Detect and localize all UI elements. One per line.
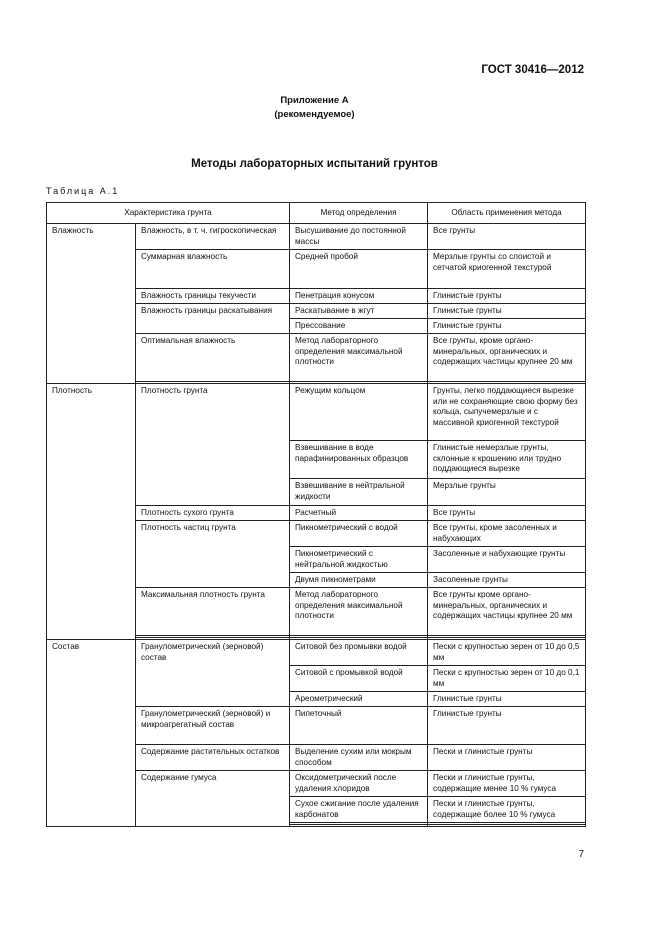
scope-cell: Все грунты, кроме засоленных и набухающих xyxy=(428,521,586,547)
scope-cell: Все грунты кроме органо-минеральных, органических и содержащих частицы крупнее 20 мм xyxy=(428,588,586,636)
table-row xyxy=(47,224,586,250)
method-cell: Взвешивание в воде парафинированных образцов xyxy=(290,441,428,479)
group-cell: Состав xyxy=(47,640,136,827)
header-characteristic: Характеристика грунта xyxy=(47,203,290,224)
scope-cell: Глинистые грунты xyxy=(428,707,586,745)
characteristic-cell: Максимальная плотность грунта xyxy=(136,588,290,636)
method-cell: Метод лабораторного определения максимальной плотности xyxy=(290,334,428,382)
scope-cell: Пески и глинистые грунты, содержащие более 10 % гумуса xyxy=(428,797,586,823)
scope-cell: Грунты, легко поддающиеся вырезке или не сохраняющие свою форму без кольца, сыпучемерзлые и с массивной криогенной текстурой xyxy=(428,384,586,441)
characteristic-cell: Гранулометрический (зерновой) состав xyxy=(136,640,290,707)
method-cell: Средней пробой xyxy=(290,250,428,289)
method-cell: Сухое сжигание после удаления карбонатов xyxy=(290,797,428,823)
scope-cell: Глинистые грунты xyxy=(428,319,586,334)
appendix-note: (рекомендуемое) xyxy=(274,109,355,120)
page-number: 7 xyxy=(578,849,584,860)
header-scope: Область применения метода xyxy=(428,203,586,224)
method-cell: Ареометрический xyxy=(290,692,428,707)
scope-cell: Глинистые грунты xyxy=(428,692,586,707)
table-row xyxy=(47,384,586,441)
method-cell: Высушивание до постоянной массы xyxy=(290,224,428,250)
method-cell: Ситовой с промывкой водой xyxy=(290,666,428,692)
method-cell: Режущим кольцом xyxy=(290,384,428,441)
scope-cell: Пески с крупностью зерен от 10 до 0,5 мм xyxy=(428,640,586,666)
characteristic-cell: Суммарная влажность xyxy=(136,250,290,289)
characteristic-cell: Плотность грунта xyxy=(136,384,290,506)
method-cell: Ситовой без промывки водой xyxy=(290,640,428,666)
scope-cell: Глинистые грунты xyxy=(428,289,586,304)
method-cell: Прессование xyxy=(290,319,428,334)
table-row xyxy=(47,640,586,666)
characteristic-cell: Влажность границы текучести xyxy=(136,289,290,304)
page-title: Методы лабораторных испытаний грунтов xyxy=(191,158,438,170)
group-cell: Влажность xyxy=(47,224,136,384)
scope-cell: Все грунты xyxy=(428,224,586,250)
characteristic-cell: Гранулометрический (зерновой) и микроагрегатный состав xyxy=(136,707,290,745)
group-cell: Плотность xyxy=(47,384,136,640)
scope-cell: Все грунты, кроме органо-минеральных, органических и содержащих частицы крупнее 20 мм xyxy=(428,334,586,382)
method-cell: Пикнометрический с водой xyxy=(290,521,428,547)
scope-cell: Засоленные и набухающие грунты xyxy=(428,547,586,573)
method-cell: Выделение сухим или мокрым способом xyxy=(290,745,428,771)
characteristic-cell: Содержание растительных остатков xyxy=(136,745,290,771)
scope-cell: Все грунты xyxy=(428,506,586,521)
table-label: Таблица А.1 xyxy=(46,186,120,196)
scope-cell: Пески с крупностью зерен от 10 до 0,1 мм xyxy=(428,666,586,692)
method-cell: Взвешивание в нейтральной жидкости xyxy=(290,479,428,506)
scope-cell: Засоленные грунты xyxy=(428,573,586,588)
characteristic-cell: Содержание гумуса xyxy=(136,771,290,827)
header-method: Метод определения xyxy=(290,203,428,224)
appendix-title: Приложение А xyxy=(280,95,349,106)
scope-cell: Мерзлые грунты со слоистой и сетчатой криогенной текстурой xyxy=(428,250,586,289)
characteristic-cell: Влажность границы раскатывания xyxy=(136,304,290,334)
methods-table xyxy=(46,202,586,827)
method-cell: Пипеточный xyxy=(290,707,428,745)
characteristic-cell: Влажность, в т. ч. гигроскопическая xyxy=(136,224,290,250)
method-cell: Двумя пикнометрами xyxy=(290,573,428,588)
characteristic-cell: Оптимальная влажность xyxy=(136,334,290,382)
method-cell: Пикнометрический с нейтральной жидкостью xyxy=(290,547,428,573)
table-header-row xyxy=(47,203,586,224)
scope-cell xyxy=(428,825,586,827)
method-cell: Пенетрация конусом xyxy=(290,289,428,304)
method-cell: Расчетный xyxy=(290,506,428,521)
scope-cell: Глинистые грунты xyxy=(428,304,586,319)
method-cell: Оксидометрический после удаления хлоридов xyxy=(290,771,428,797)
scope-cell: Пески и глинистые грунты xyxy=(428,745,586,771)
scope-cell: Глинистые немерзлые грунты, склонные к крошению или трудно поддающиеся вырезке xyxy=(428,441,586,479)
scope-cell: Пески и глинистые грунты, содержащие менее 10 % гумуса xyxy=(428,771,586,797)
characteristic-cell: Плотность сухого грунта xyxy=(136,506,290,521)
method-cell xyxy=(290,825,428,827)
scope-cell: Мерзлые грунты xyxy=(428,479,586,506)
standard-number: ГОСТ 30416—2012 xyxy=(481,64,584,76)
method-cell: Раскатывание в жгут xyxy=(290,304,428,319)
method-cell: Метод лабораторного определения максимальной плотности xyxy=(290,588,428,636)
characteristic-cell: Плотность частиц грунта xyxy=(136,521,290,588)
appendix-heading xyxy=(0,94,629,122)
